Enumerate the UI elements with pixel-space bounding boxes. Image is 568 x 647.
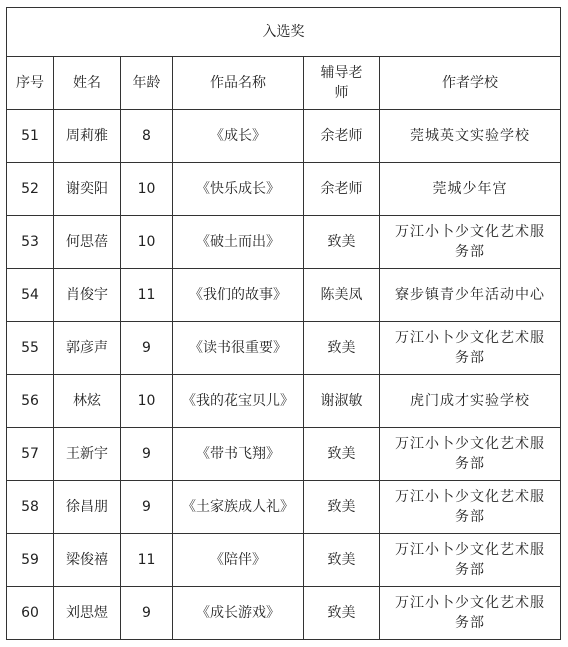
column-header-name: 姓名 bbox=[54, 57, 121, 110]
cell-age: 11 bbox=[121, 269, 173, 322]
cell-age: 10 bbox=[121, 163, 173, 216]
cell-teacher: 致美 bbox=[304, 216, 380, 269]
table-row bbox=[7, 269, 561, 322]
cell-name: 何思蓓 bbox=[54, 216, 121, 269]
cell-teacher: 致美 bbox=[304, 322, 380, 375]
cell-teacher: 余老师 bbox=[304, 163, 380, 216]
cell-name: 徐昌朋 bbox=[54, 481, 121, 534]
table-row bbox=[7, 481, 561, 534]
table-row bbox=[7, 110, 561, 163]
column-header-school: 作者学校 bbox=[380, 57, 561, 110]
award-document bbox=[6, 7, 560, 641]
table-row bbox=[7, 216, 561, 269]
cell-school: 万江小卜少文化艺术服务部 bbox=[380, 428, 561, 481]
award-table bbox=[6, 7, 561, 640]
cell-teacher: 致美 bbox=[304, 587, 380, 640]
cell-school: 虎门成才实验学校 bbox=[380, 375, 561, 428]
cell-school: 寮步镇青少年活动中心 bbox=[380, 269, 561, 322]
cell-age: 9 bbox=[121, 587, 173, 640]
cell-name: 林炫 bbox=[54, 375, 121, 428]
cell-age: 8 bbox=[121, 110, 173, 163]
cell-work: 《我的花宝贝儿》 bbox=[173, 375, 304, 428]
cell-number: 59 bbox=[7, 534, 54, 587]
table-row bbox=[7, 322, 561, 375]
cell-teacher: 致美 bbox=[304, 428, 380, 481]
cell-name: 肖俊宇 bbox=[54, 269, 121, 322]
cell-age: 9 bbox=[121, 322, 173, 375]
cell-age: 9 bbox=[121, 481, 173, 534]
cell-name: 谢奕阳 bbox=[54, 163, 121, 216]
table-title: 入选奖 bbox=[7, 8, 561, 57]
cell-age: 11 bbox=[121, 534, 173, 587]
cell-school: 莞城英文实验学校 bbox=[380, 110, 561, 163]
cell-work: 《我们的故事》 bbox=[173, 269, 304, 322]
title-row bbox=[7, 8, 561, 57]
table-row bbox=[7, 534, 561, 587]
table-row bbox=[7, 587, 561, 640]
cell-teacher: 谢淑敏 bbox=[304, 375, 380, 428]
cell-teacher: 余老师 bbox=[304, 110, 380, 163]
column-header-age: 年龄 bbox=[121, 57, 173, 110]
cell-name: 刘思煜 bbox=[54, 587, 121, 640]
table-row bbox=[7, 375, 561, 428]
cell-number: 57 bbox=[7, 428, 54, 481]
cell-age: 9 bbox=[121, 428, 173, 481]
cell-work: 《成长》 bbox=[173, 110, 304, 163]
cell-school: 万江小卜少文化艺术服务部 bbox=[380, 481, 561, 534]
cell-work: 《带书飞翔》 bbox=[173, 428, 304, 481]
cell-name: 周莉雅 bbox=[54, 110, 121, 163]
cell-number: 55 bbox=[7, 322, 54, 375]
cell-number: 60 bbox=[7, 587, 54, 640]
header-row bbox=[7, 57, 561, 110]
cell-number: 51 bbox=[7, 110, 54, 163]
cell-name: 王新宇 bbox=[54, 428, 121, 481]
cell-name: 郭彦声 bbox=[54, 322, 121, 375]
cell-school: 万江小卜少文化艺术服务部 bbox=[380, 322, 561, 375]
cell-work: 《破土而出》 bbox=[173, 216, 304, 269]
cell-age: 10 bbox=[121, 375, 173, 428]
cell-work: 《陪伴》 bbox=[173, 534, 304, 587]
cell-work: 《成长游戏》 bbox=[173, 587, 304, 640]
cell-work: 《读书很重要》 bbox=[173, 322, 304, 375]
cell-work: 《土家族成人礼》 bbox=[173, 481, 304, 534]
cell-number: 53 bbox=[7, 216, 54, 269]
column-header-work: 作品名称 bbox=[173, 57, 304, 110]
cell-name: 梁俊禧 bbox=[54, 534, 121, 587]
cell-work: 《快乐成长》 bbox=[173, 163, 304, 216]
cell-number: 52 bbox=[7, 163, 54, 216]
cell-teacher: 陈美凤 bbox=[304, 269, 380, 322]
cell-teacher: 致美 bbox=[304, 534, 380, 587]
cell-teacher: 致美 bbox=[304, 481, 380, 534]
cell-school: 万江小卜少文化艺术服务部 bbox=[380, 216, 561, 269]
table-row bbox=[7, 428, 561, 481]
cell-school: 莞城少年宫 bbox=[380, 163, 561, 216]
cell-age: 10 bbox=[121, 216, 173, 269]
column-header-number: 序号 bbox=[7, 57, 54, 110]
column-header-teacher: 辅导老师 bbox=[304, 57, 380, 110]
cell-school: 万江小卜少文化艺术服务部 bbox=[380, 587, 561, 640]
table-row bbox=[7, 163, 561, 216]
cell-school: 万江小卜少文化艺术服务部 bbox=[380, 534, 561, 587]
cell-number: 58 bbox=[7, 481, 54, 534]
cell-number: 54 bbox=[7, 269, 54, 322]
cell-number: 56 bbox=[7, 375, 54, 428]
